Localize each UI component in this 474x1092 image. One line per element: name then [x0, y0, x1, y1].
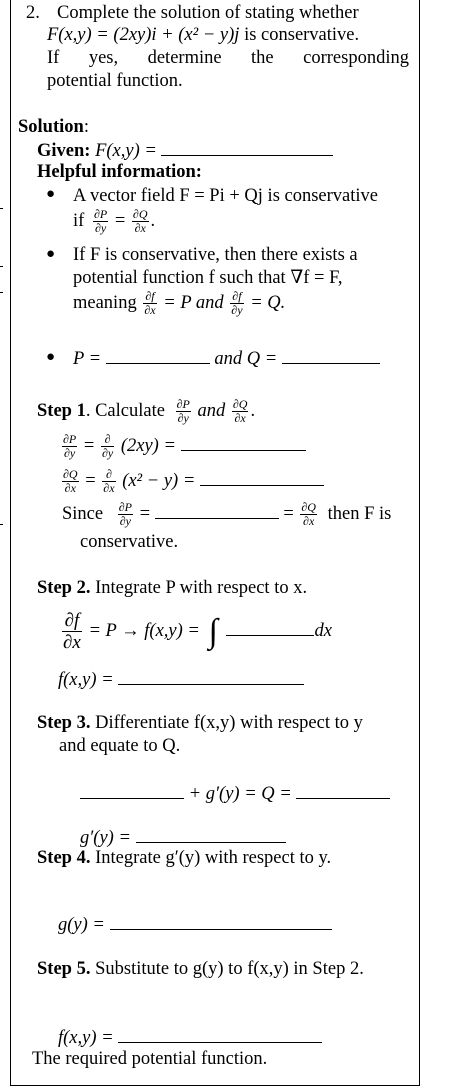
- margin-tick: [0, 524, 3, 525]
- since-blank[interactable]: [155, 502, 279, 519]
- word: yes,: [88, 48, 119, 68]
- solution-heading: Solution:: [18, 117, 89, 137]
- problem-line-1: Complete the solution of stating whether: [57, 3, 359, 23]
- closing-text: The required potential function.: [32, 1049, 268, 1069]
- margin-tick: [0, 208, 3, 209]
- margin-tick: [0, 266, 3, 267]
- vector-field-expression: F(x,y) = (2xy)i + (x² − y)j: [47, 25, 240, 45]
- margin-tick: [0, 292, 3, 293]
- step5-heading: Step 5. Substitute to g(y) to f(x,y) in Step 2.: [37, 959, 364, 979]
- bullet-icon: ●: [46, 246, 56, 262]
- fxy-blank[interactable]: [118, 668, 304, 685]
- bullet2-line2: potential function f such that ∇f = F,: [73, 268, 343, 288]
- step2-result-line: f(x,y) =: [58, 668, 304, 691]
- gy-blank[interactable]: [110, 913, 332, 930]
- bullet2-line1: If F is conservative, then there exists a: [73, 245, 358, 265]
- word: corresponding: [303, 48, 409, 68]
- step3-heading-line2: and equate to Q.: [59, 736, 181, 756]
- dq-blank[interactable]: [200, 469, 324, 486]
- helpful-heading: Helpful information:: [37, 162, 202, 182]
- step3-equation-line: + g′(y) = Q =: [80, 782, 390, 805]
- step1-dp-line: $\frac{\partial P}{\partial y}$ = $\frac{\partial}{\partial y}$ (2xy) =: [60, 433, 306, 460]
- bullet2-line3: meaning $\frac{\partial f}{\partial x}$ = P and $\frac{\partial f}{\partial y}$ = Q.: [73, 289, 286, 317]
- step4-gy-line: g(y) =: [58, 913, 332, 936]
- step2-integral-line: $\frac{\partial f}{\partial x}$ = P → f(x,y) = ∫ dx: [63, 610, 332, 653]
- step3-gprime-line: g′(y) =: [80, 826, 286, 849]
- integral-icon: ∫: [208, 612, 218, 650]
- problem-line-3: [47, 47, 409, 69]
- given-line: [37, 139, 333, 162]
- word: If: [47, 48, 60, 68]
- step4-heading: Step 4. Integrate g′(y) with respect to y.: [37, 848, 332, 868]
- step3-heading: Step 3. Differentiate f(x,y) with respect to y: [37, 713, 363, 733]
- bullet1-line2: if $\frac{\partial P}{\partial y}$ = $\frac{\partial Q}{\partial x}$ .: [73, 207, 156, 235]
- given-expression: F(x,y) =: [95, 141, 157, 161]
- derivative-blank[interactable]: [80, 782, 184, 799]
- problem-line-4: potential function.: [47, 71, 183, 91]
- step1-heading: Step 1. Calculate $\frac{\partial P}{\partial y}$ and $\frac{\partial Q}{\partial x}$ .: [37, 397, 256, 425]
- bullet1-line1: A vector field F = Pi + Qj is conservative: [73, 186, 378, 206]
- step5-final-line: f(x,y) =: [58, 1026, 322, 1049]
- word: determine: [147, 48, 222, 68]
- problem-line-2-suffix: is conservative.: [244, 25, 360, 45]
- bullet3-line: P = and Q =: [73, 347, 380, 370]
- step2-heading: Step 2. Integrate P with respect to x.: [37, 578, 308, 598]
- integrand-blank[interactable]: [226, 619, 314, 636]
- q-blank[interactable]: [282, 347, 380, 364]
- given-label: Given:: [37, 141, 91, 161]
- gprime-blank[interactable]: [136, 826, 286, 843]
- given-blank[interactable]: [161, 139, 333, 156]
- p-blank[interactable]: [106, 347, 210, 364]
- dp-blank[interactable]: [181, 434, 306, 451]
- step1-conclusion: conservative.: [80, 532, 179, 552]
- problem-number: 2.: [26, 3, 40, 23]
- bullet-icon: ●: [46, 349, 56, 365]
- word: the: [251, 48, 274, 68]
- step1-dq-line: $\frac{\partial Q}{\partial x}$ = $\frac{\partial}{\partial x}$ (x² − y) =: [60, 468, 324, 495]
- final-blank[interactable]: [118, 1026, 322, 1043]
- q-value-blank[interactable]: [296, 782, 390, 799]
- problem-line-2: [47, 24, 359, 46]
- step1-since-line: Since $\frac{\partial P}{\partial y}$ = = $\frac{\partial Q}{\partial x}$ then F is: [62, 500, 392, 528]
- bullet-icon: ●: [46, 186, 56, 202]
